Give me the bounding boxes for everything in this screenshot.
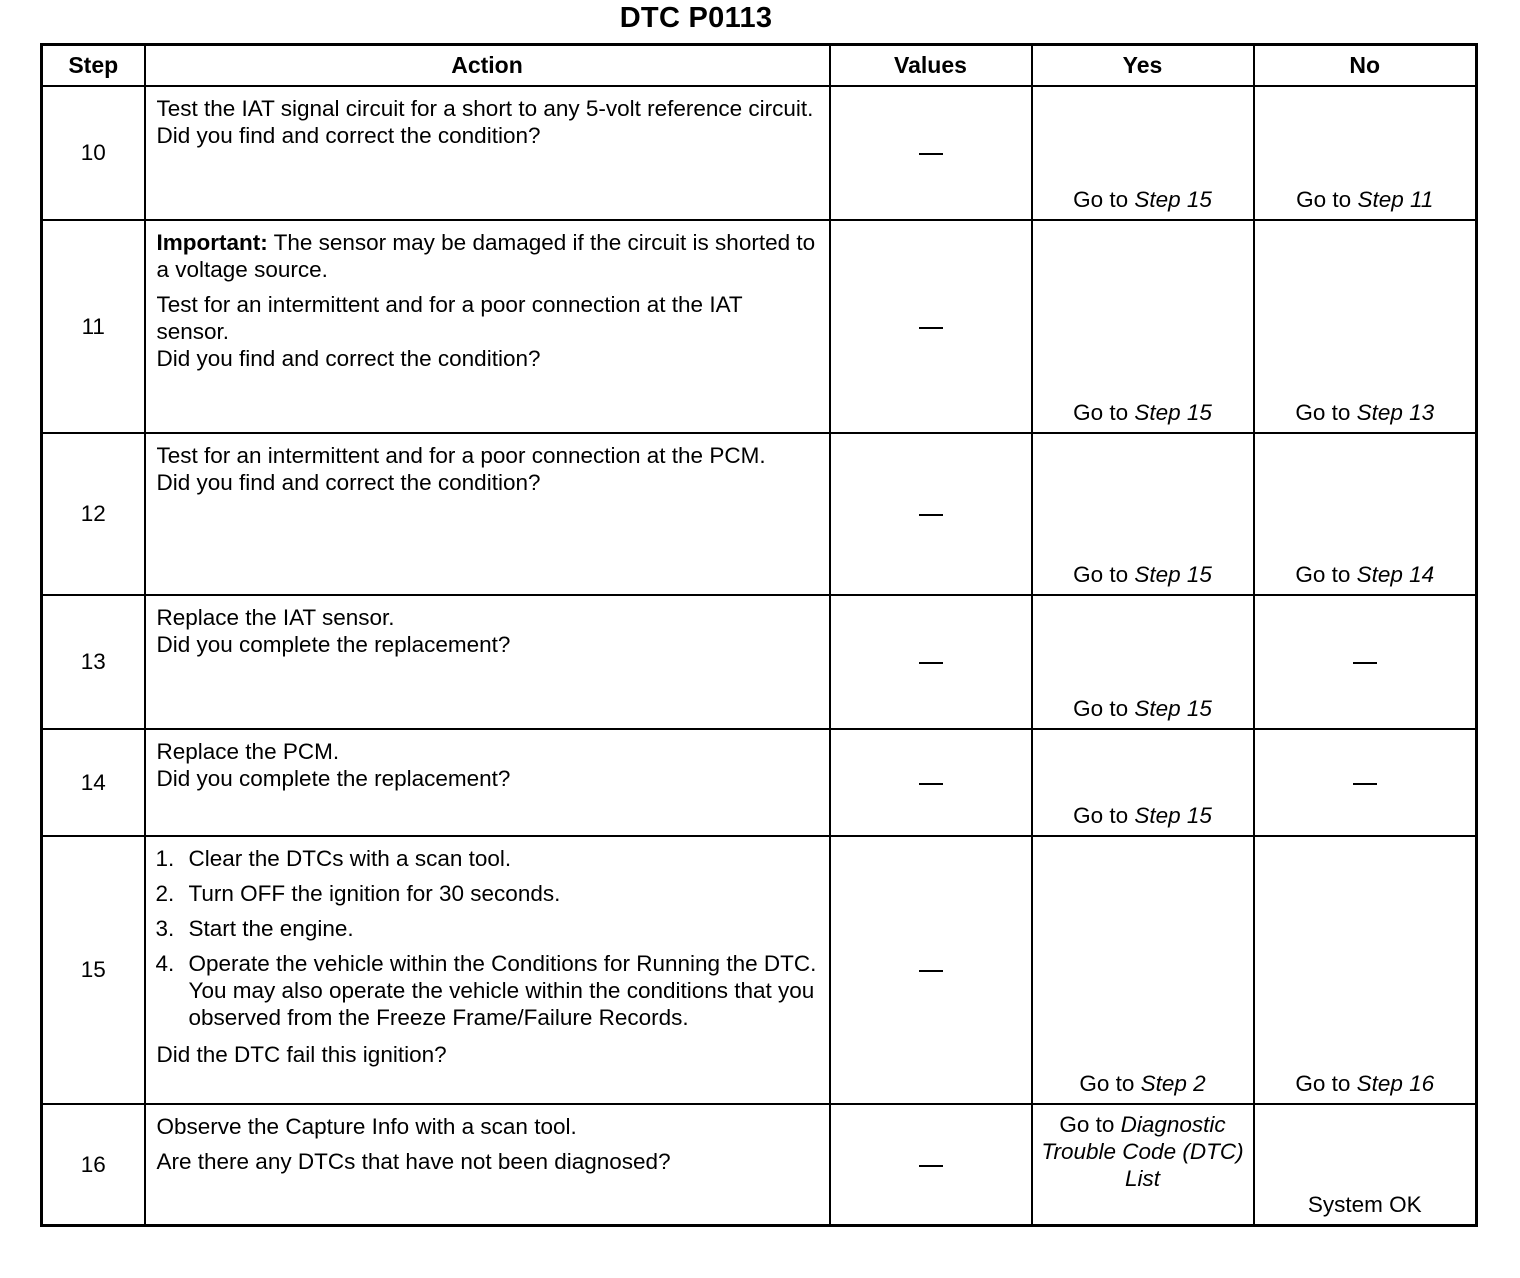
- action-text: Test for an intermittent and for a poor connection at the IAT sensor.: [156, 291, 743, 344]
- action-cell: [145, 86, 830, 220]
- action-question: Did you complete the replacement?: [156, 631, 511, 657]
- header-step: Step: [42, 45, 145, 86]
- dash-icon: [919, 153, 943, 155]
- table-row: [42, 86, 1477, 220]
- header-yes: Yes: [1032, 45, 1254, 86]
- goto-prefix: Go to: [1295, 561, 1351, 587]
- yes-step-link: Step 2: [1140, 1070, 1206, 1096]
- yes-cell: [1032, 836, 1254, 1104]
- yes-cell: [1032, 220, 1254, 433]
- goto-prefix: Go to: [1295, 399, 1351, 425]
- action-question: Did you find and correct the condition?: [156, 122, 541, 148]
- important-note: [157, 229, 821, 283]
- no-step-link: Step 16: [1356, 1070, 1435, 1096]
- yes-cell: [1032, 595, 1254, 729]
- action-question: Did you find and correct the condition?: [156, 345, 541, 371]
- dash-icon: [1353, 783, 1377, 785]
- action-cell: [145, 836, 830, 1104]
- yes-step-link: Step 15: [1134, 399, 1212, 425]
- yes-dtc-list-link: Diagnostic Trouble Code (DTC) List: [1041, 1111, 1244, 1191]
- no-cell: [1254, 220, 1477, 433]
- no-cell: [1254, 595, 1477, 729]
- important-label: Important:: [156, 229, 268, 255]
- list-item: 1. Clear the DTCs with a scan tool.: [181, 845, 821, 872]
- table-row: [42, 836, 1477, 1104]
- step-number: 12: [42, 433, 145, 595]
- dash-icon: [919, 327, 943, 329]
- goto-prefix: Go to: [1079, 1070, 1135, 1096]
- no-cell: [1254, 1104, 1477, 1226]
- goto-prefix: Go to: [1295, 1070, 1351, 1096]
- table-row: [42, 1104, 1477, 1226]
- action-cell: [145, 729, 830, 836]
- table-row: [42, 433, 1477, 595]
- yes-cell: [1032, 433, 1254, 595]
- dash-icon: [1353, 662, 1377, 664]
- step-number: 13: [42, 595, 145, 729]
- action-cell: [145, 595, 830, 729]
- no-step-link: Step 13: [1356, 399, 1435, 425]
- values-cell: [830, 595, 1032, 729]
- action-cell: [145, 1104, 830, 1226]
- values-cell: [830, 433, 1032, 595]
- yes-step-link: Step 15: [1134, 186, 1212, 212]
- list-item: 2. Turn OFF the ignition for 30 seconds.: [181, 880, 821, 907]
- page-title: DTC P0113: [619, 2, 773, 34]
- action-text: Observe the Capture Info with a scan tool.: [156, 1113, 577, 1139]
- action-question: Did you find and correct the condition?: [156, 469, 541, 495]
- step-number: 11: [42, 220, 145, 433]
- table-row: [42, 220, 1477, 433]
- table-row: [42, 729, 1477, 836]
- header-no: No: [1254, 45, 1477, 86]
- goto-prefix: Go to: [1073, 695, 1129, 721]
- list-item: 3. Start the engine.: [181, 915, 821, 942]
- values-cell: [830, 836, 1032, 1104]
- header-action: Action: [145, 45, 830, 86]
- action-text: Test the IAT signal circuit for a short to any 5-volt reference circuit.: [156, 95, 814, 121]
- yes-cell: [1032, 1104, 1254, 1226]
- action-text: Test for an intermittent and for a poor connection at the PCM.: [156, 442, 766, 468]
- diagnostic-table: [40, 43, 1478, 1227]
- no-cell: [1254, 836, 1477, 1104]
- dash-icon: [919, 970, 943, 972]
- action-cell: [145, 433, 830, 595]
- yes-step-link: Step 15: [1134, 561, 1212, 587]
- action-question: Did the DTC fail this ignition?: [156, 1041, 447, 1067]
- step-number: 15: [42, 836, 145, 1104]
- header-values: Values: [830, 45, 1032, 86]
- dash-icon: [919, 662, 943, 664]
- goto-prefix: Go to: [1073, 399, 1129, 425]
- no-step-link: Step 14: [1356, 561, 1435, 587]
- yes-step-link: Step 15: [1134, 802, 1212, 828]
- dash-icon: [919, 783, 943, 785]
- yes-step-link: Step 15: [1134, 695, 1212, 721]
- header-row: [42, 45, 1477, 86]
- goto-prefix: Go to: [1073, 186, 1129, 212]
- values-cell: [830, 1104, 1032, 1226]
- no-cell: [1254, 86, 1477, 220]
- step-number: 16: [42, 1104, 145, 1226]
- yes-cell: [1032, 729, 1254, 836]
- action-text: Replace the PCM.: [156, 738, 340, 764]
- goto-prefix: Go to: [1073, 561, 1129, 587]
- no-step-link: Step 11: [1357, 186, 1434, 212]
- no-cell: [1254, 433, 1477, 595]
- yes-cell: [1032, 86, 1254, 220]
- step-number: 14: [42, 729, 145, 836]
- values-cell: [830, 729, 1032, 836]
- dash-icon: [919, 1165, 943, 1167]
- step-number: 10: [42, 86, 145, 220]
- action-text: Replace the IAT sensor.: [156, 604, 395, 630]
- goto-prefix: Go to: [1296, 186, 1352, 212]
- no-cell: [1254, 729, 1477, 836]
- values-cell: [830, 86, 1032, 220]
- action-cell: [145, 220, 830, 433]
- goto-prefix: Go to: [1073, 802, 1129, 828]
- values-cell: [830, 220, 1032, 433]
- dash-icon: [919, 514, 943, 516]
- goto-prefix: Go to: [1059, 1111, 1115, 1137]
- list-item: 4. Operate the vehicle within the Conditions for Running the DTC. You may also operate the vehicle within the conditions that you observed from the Freeze Frame/Failure Records.: [181, 950, 821, 1031]
- action-question: Did you complete the replacement?: [156, 765, 511, 791]
- system-ok-text: System OK: [1307, 1192, 1422, 1217]
- important-text: The sensor may be damaged if the circuit is shorted to a voltage source.: [156, 229, 816, 282]
- procedure-list: [157, 845, 821, 1041]
- table-row: [42, 595, 1477, 729]
- action-question: Are there any DTCs that have not been diagnosed?: [156, 1148, 671, 1174]
